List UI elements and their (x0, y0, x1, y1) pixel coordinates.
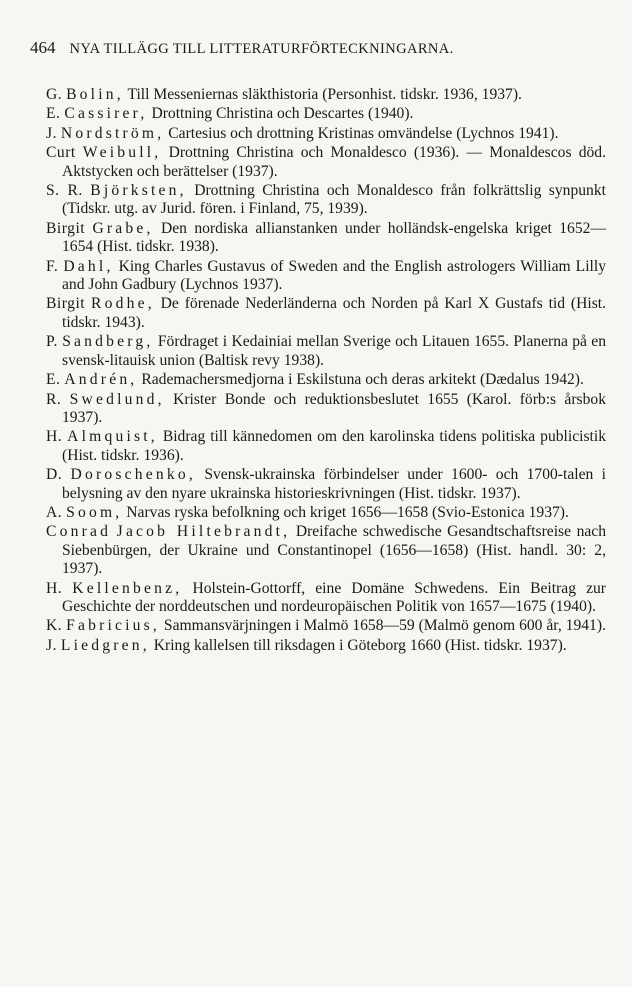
author-surname: Rodhe, (90, 295, 155, 313)
bibliography-entry (46, 333, 606, 370)
bibliography-entry (46, 466, 606, 503)
bibliography-entry (46, 258, 606, 295)
bibliography-entry (46, 637, 606, 655)
bibliography-entry (46, 220, 606, 257)
entry-text: King Charles Gustavus of Sweden and the English astrologers William Lilly and John Gadbury (Lychnos 1937). (62, 257, 607, 294)
author-surname: Kellenbenz, (72, 579, 183, 597)
bibliography-entry (46, 86, 606, 104)
author-initial: Birgit (46, 219, 86, 237)
author-surname: Cassirer, (64, 105, 148, 123)
author-initial: J. (46, 636, 57, 654)
entry-text: De förenade Nederländerna och Norden på Karl X Gustafs tid (Hist. tidskr. 1943). (62, 295, 606, 331)
author-initial: J. (46, 124, 57, 142)
page-number: 464 (30, 38, 56, 57)
entry-text: Holstein-Gottorff, eine Domäne Schwedens. Ein Beitrag zur Geschichte der norddeutschen und nordeuropäischen Politik von 1657—1675 (1940). (62, 579, 606, 615)
bibliography-entry (46, 182, 606, 219)
entry-text: Till Messeniernas släkthistoria (Personhist. tidskr. 1936, 1937). (127, 86, 522, 103)
author-initial: D. (46, 466, 63, 484)
bibliography-entry (46, 391, 606, 428)
bibliography-entry (46, 371, 606, 389)
entry-text: Drottning Christina och Monaldesco från folkrättslig synpunkt (Tidskr. utg. av Jurid. fören. i Finland, 75, 1939). (62, 182, 606, 218)
author-surname: Fabricius, (66, 617, 161, 635)
author-initial: F. (46, 257, 59, 275)
author-surname: Doroschenko, (70, 466, 196, 484)
author-initial: E. (46, 371, 61, 389)
bibliography-entry (46, 105, 606, 123)
author-surname: Jacob Hiltebrandt, (116, 523, 291, 541)
bibliography-entry (46, 295, 606, 332)
author-surname: Bolin, (66, 86, 124, 103)
entry-text: Narvas ryska befolkning och kriget 1656—1658 (Svio-Estonica 1937). (126, 503, 569, 521)
entry-text: Den nordiska allianstanken under holländsk-engelska kriget 1652—1654 (Hist. tidskr. 1938). (62, 219, 607, 256)
entry-text: Kring kallelsen till riksdagen i Göteborg 1660 (Hist. tidskr. 1937). (153, 636, 567, 654)
entry-text: Drottning Christina och Descartes (1940). (151, 105, 414, 123)
author-surname: Andrén, (64, 371, 138, 389)
entry-text: Fördraget i Kedainiai mellan Sverige och Litauen 1655. Planerna på en svensk-litauisk union (Baltisk revy 1938). (62, 333, 607, 369)
bibliography-entry (46, 144, 606, 181)
author-surname: Soom, (66, 503, 123, 521)
bibliography-entry (46, 523, 606, 578)
bibliography-entry (46, 125, 606, 143)
author-surname: Swedlund, (69, 390, 165, 408)
author-surname: Dahl, (63, 257, 114, 275)
author-surname: Sandberg, (62, 333, 154, 351)
bibliography-entry (46, 580, 606, 617)
author-initial: A. (46, 503, 63, 521)
author-initial: K. (46, 617, 63, 635)
author-surname: Liedgren, (60, 636, 150, 654)
author-initial: R. (46, 390, 62, 408)
running-title: NYA TILLÄGG TILL LITTERATURFÖRTECKNINGARNA. (69, 41, 454, 57)
bibliography-entry (46, 504, 606, 522)
entry-text: Rademachersmedjorna i Eskilstuna och deras arkitekt (Dædalus 1942). (141, 371, 584, 389)
author-initial: S. R. (46, 182, 83, 200)
page-header (30, 38, 610, 58)
bibliography-entry (46, 428, 606, 465)
author-initial: Birgit (46, 295, 86, 313)
author-initial: H. (46, 579, 63, 597)
author-firstname: Conrad (46, 523, 112, 541)
author-initial: P. (46, 333, 58, 351)
author-initial: E. (46, 105, 61, 123)
author-surname: Weibull, (82, 144, 162, 162)
author-surname: Grabe, (92, 219, 154, 237)
entry-text: Sammansvärjningen i Malmö 1658—59 (Malmö genom 600 år, 1941). (163, 617, 606, 635)
author-initial: Curt (46, 144, 76, 162)
entry-text: Cartesius och drottning Kristinas omvändelse (Lychnos 1941). (168, 124, 559, 142)
author-initial: H. (46, 428, 63, 446)
entry-text: Dreifache schwedische Gesandtschaftsreise nach Siebenbürgen, der Ukraine und Constantinopel (1656—1658) (Hist. handl. 30: 2, 1937). (62, 523, 607, 578)
entry-text: Krister Bonde och reduktionsbeslutet 1655 (Karol. förb:s årsbok 1937). (62, 390, 607, 426)
author-initial: G. (46, 86, 63, 103)
entry-text: Drottning Christina och Monaldesco (1936). — Monaldescos död. Aktstycken och berättelser (1937). (62, 144, 607, 180)
bibliography-list (46, 86, 606, 656)
bibliography-entry (46, 617, 606, 635)
entry-text: Svensk-ukrainska förbindelser under 1600- och 1700-talen i belysning av den nyare ukrainska historieskrivningen (Hist. tidskr. 1937). (62, 466, 606, 502)
author-surname: Nordström, (60, 124, 165, 142)
entry-text: Bidrag till kännedomen om den karolinska tidens politiska publicistik (Hist. tidskr. 1936). (62, 428, 607, 464)
author-surname: Almquist, (67, 428, 158, 446)
author-surname: Björksten, (90, 182, 187, 200)
